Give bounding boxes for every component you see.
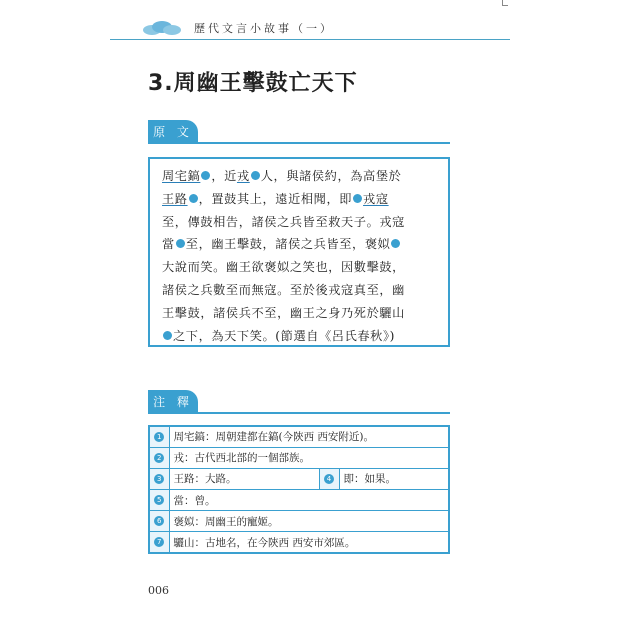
text-line: 周宅鎬 ，近戎 人，與諸侯約，為高堡於: [162, 169, 402, 183]
text-line: 諸侯之兵數至而無寇。至於後戎寇真至，幽: [162, 282, 405, 297]
section-rule: [148, 142, 450, 144]
note-marker-icon: [163, 331, 172, 340]
original-text-box: [148, 157, 450, 347]
crop-mark: [502, 0, 508, 6]
table-row: [149, 447, 449, 468]
table-row: [149, 426, 449, 447]
table-row: [149, 468, 449, 489]
note-number-icon: 3: [154, 474, 164, 484]
note-number-icon: 7: [154, 537, 164, 547]
note-marker-icon: [201, 171, 210, 180]
note-text: 即：如果。: [339, 468, 449, 489]
header-rule: [110, 39, 510, 40]
running-header: [110, 18, 510, 40]
note-marker-icon: [251, 171, 260, 180]
notes-heading: [148, 390, 450, 414]
running-header-title: 歷代文言小故事（一）: [194, 22, 334, 35]
original-text-heading: [148, 120, 450, 144]
text-line: 至，傳鼓相告，諸侯之兵皆至救天子。戎寇: [162, 214, 405, 229]
text-line: 之下，為天下笑。(節選自《呂氏春秋》): [162, 325, 442, 348]
note-number-icon: 4: [324, 474, 334, 484]
cloud-ornament-icon: [142, 20, 182, 36]
note-number-icon: 6: [154, 516, 164, 526]
annotated-term: 戎寇: [363, 191, 389, 206]
text-line: 王擊鼓，諸侯兵不至，幽王之身乃死於驪山: [162, 305, 405, 320]
text-line: 大說而笑。幽王欲褒姒之笑也，因數擊鼓，: [162, 260, 405, 275]
note-text: 王路：大路。: [169, 468, 319, 489]
annotated-term: 戎: [236, 169, 250, 183]
section-tab-label: 原 文: [148, 120, 198, 144]
table-row: [149, 532, 449, 553]
note-number-icon: 5: [154, 495, 164, 505]
notes-table: [148, 425, 450, 554]
note-text: 周宅鎬：周朝建都在鎬(今陝西 西安附近)。: [169, 426, 449, 447]
chapter-title: 3.周幽王擊鼓亡天下: [148, 71, 358, 96]
note-marker-icon: [391, 239, 400, 248]
table-row: [149, 490, 449, 511]
annotated-term: 王路: [162, 191, 188, 206]
section-tab-label: 注 釋: [148, 390, 198, 414]
text-line: 王路 ，置鼓其上，遠近相聞，即 戎寇: [162, 191, 389, 206]
note-text: 當：曾。: [169, 490, 449, 511]
note-number-icon: 1: [154, 432, 164, 442]
section-rule: [148, 412, 450, 414]
note-number-icon: 2: [154, 453, 164, 463]
page-number: 006: [148, 584, 169, 597]
note-marker-icon: [176, 239, 185, 248]
note-text: 驪山：古地名，在今陝西 西安市郊區。: [169, 532, 449, 553]
note-text: 褒姒：周幽王的寵姬。: [169, 511, 449, 532]
annotated-term: 周宅鎬: [162, 169, 201, 183]
note-marker-icon: [189, 194, 198, 203]
note-marker-icon: [353, 194, 362, 203]
text-line: 當 至，幽王擊鼓，諸侯之兵皆至，褒姒: [162, 233, 442, 256]
table-row: [149, 511, 449, 532]
note-text: 戎：古代西北部的一個部族。: [169, 447, 449, 468]
